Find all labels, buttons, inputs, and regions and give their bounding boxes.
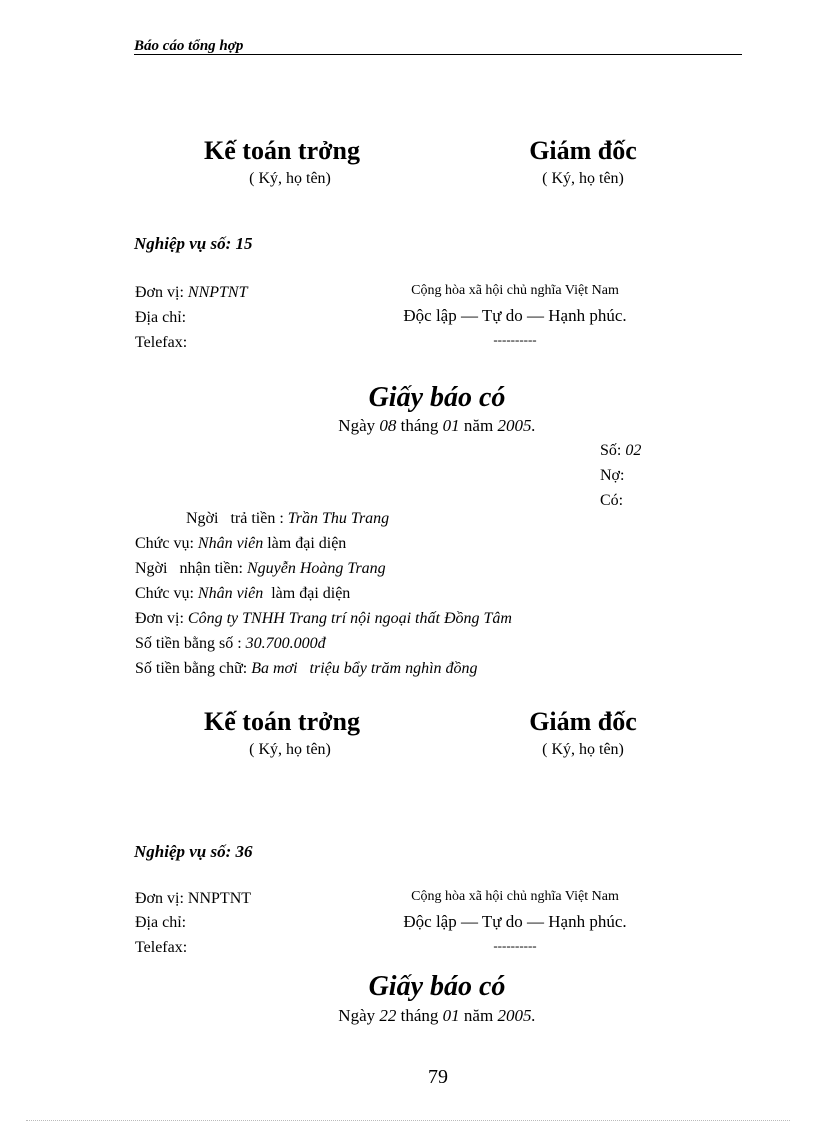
telefax-label: Telefax: xyxy=(135,334,188,351)
running-header-title: Báo cáo tổng hợp xyxy=(134,38,244,54)
company-line: Đơn vị: Công ty TNHH Trang trí nội ngoại thất Đồng Tâm xyxy=(135,610,512,627)
director-sign-note: ( Ký, họ tên) xyxy=(542,170,624,187)
operation-label-2: Nghiệp vụ số: 36 xyxy=(134,842,253,861)
page-number: 79 xyxy=(428,1066,448,1088)
national-motto-2: Độc lập — Tự do — Hạnh phúc. xyxy=(403,912,627,931)
header-rule xyxy=(134,54,742,55)
document-number: Số: 02 xyxy=(600,442,642,459)
motto-divider-2: ---------- xyxy=(493,938,537,953)
unit-line xyxy=(135,284,248,302)
document-date-2: Ngày 22 tháng 01 năm 2005. xyxy=(338,1006,536,1025)
nation-heading: Cộng hòa xã hội chủ nghĩa Việt Nam xyxy=(411,283,619,298)
payer-position-line: Chức vụ: Nhân viên làm đại diện xyxy=(135,535,347,552)
document-title-2: Giấy báo có xyxy=(368,971,506,1002)
unit-value: NNPTNT xyxy=(187,284,248,301)
address-label-2: Địa chỉ: xyxy=(135,914,187,931)
receiver-line: Ngời nhận tiền: Nguyễn Hoàng Trang xyxy=(135,560,386,577)
national-motto: Độc lập — Tự do — Hạnh phúc. xyxy=(403,306,627,325)
director-title: Giám đốc xyxy=(529,136,637,165)
chief-accountant-sign-note-2: ( Ký, họ tên) xyxy=(249,741,331,758)
document-title: Giấy báo có xyxy=(368,382,506,413)
address-label: Địa chỉ: xyxy=(135,309,187,326)
debit-label: Nợ: xyxy=(600,467,625,484)
payer-line: Ngời trả tiền : Trần Thu Trang xyxy=(186,510,390,527)
unit-label: Đơn vị: xyxy=(135,284,184,301)
amount-number-line: Số tiền bằng số : 30.700.000đ xyxy=(135,635,326,652)
amount-words-line: Số tiền bằng chữ: Ba mơi triệu bẩy trăm nghìn đồng xyxy=(135,660,478,677)
credit-label: Có: xyxy=(600,492,624,509)
footer-divider xyxy=(26,1120,790,1121)
operation-label: Nghiệp vụ số: 15 xyxy=(134,234,253,253)
document-date: Ngày 08 tháng 01 năm 2005. xyxy=(338,416,536,435)
motto-divider: ---------- xyxy=(493,332,537,347)
director-title-2: Giám đốc xyxy=(529,707,637,736)
director-sign-note-2: ( Ký, họ tên) xyxy=(542,741,624,758)
chief-accountant-title: Kế toán trởng xyxy=(204,136,360,165)
chief-accountant-title-2: Kế toán trởng xyxy=(204,707,360,736)
telefax-label-2: Telefax: xyxy=(135,939,188,956)
nation-heading-2: Cộng hòa xã hội chủ nghĩa Việt Nam xyxy=(411,889,619,904)
unit-line-2: Đơn vị: NNPTNT xyxy=(135,890,252,907)
receiver-position-line: Chức vụ: Nhân viên làm đại diện xyxy=(135,585,351,602)
chief-accountant-sign-note: ( Ký, họ tên) xyxy=(249,170,331,187)
